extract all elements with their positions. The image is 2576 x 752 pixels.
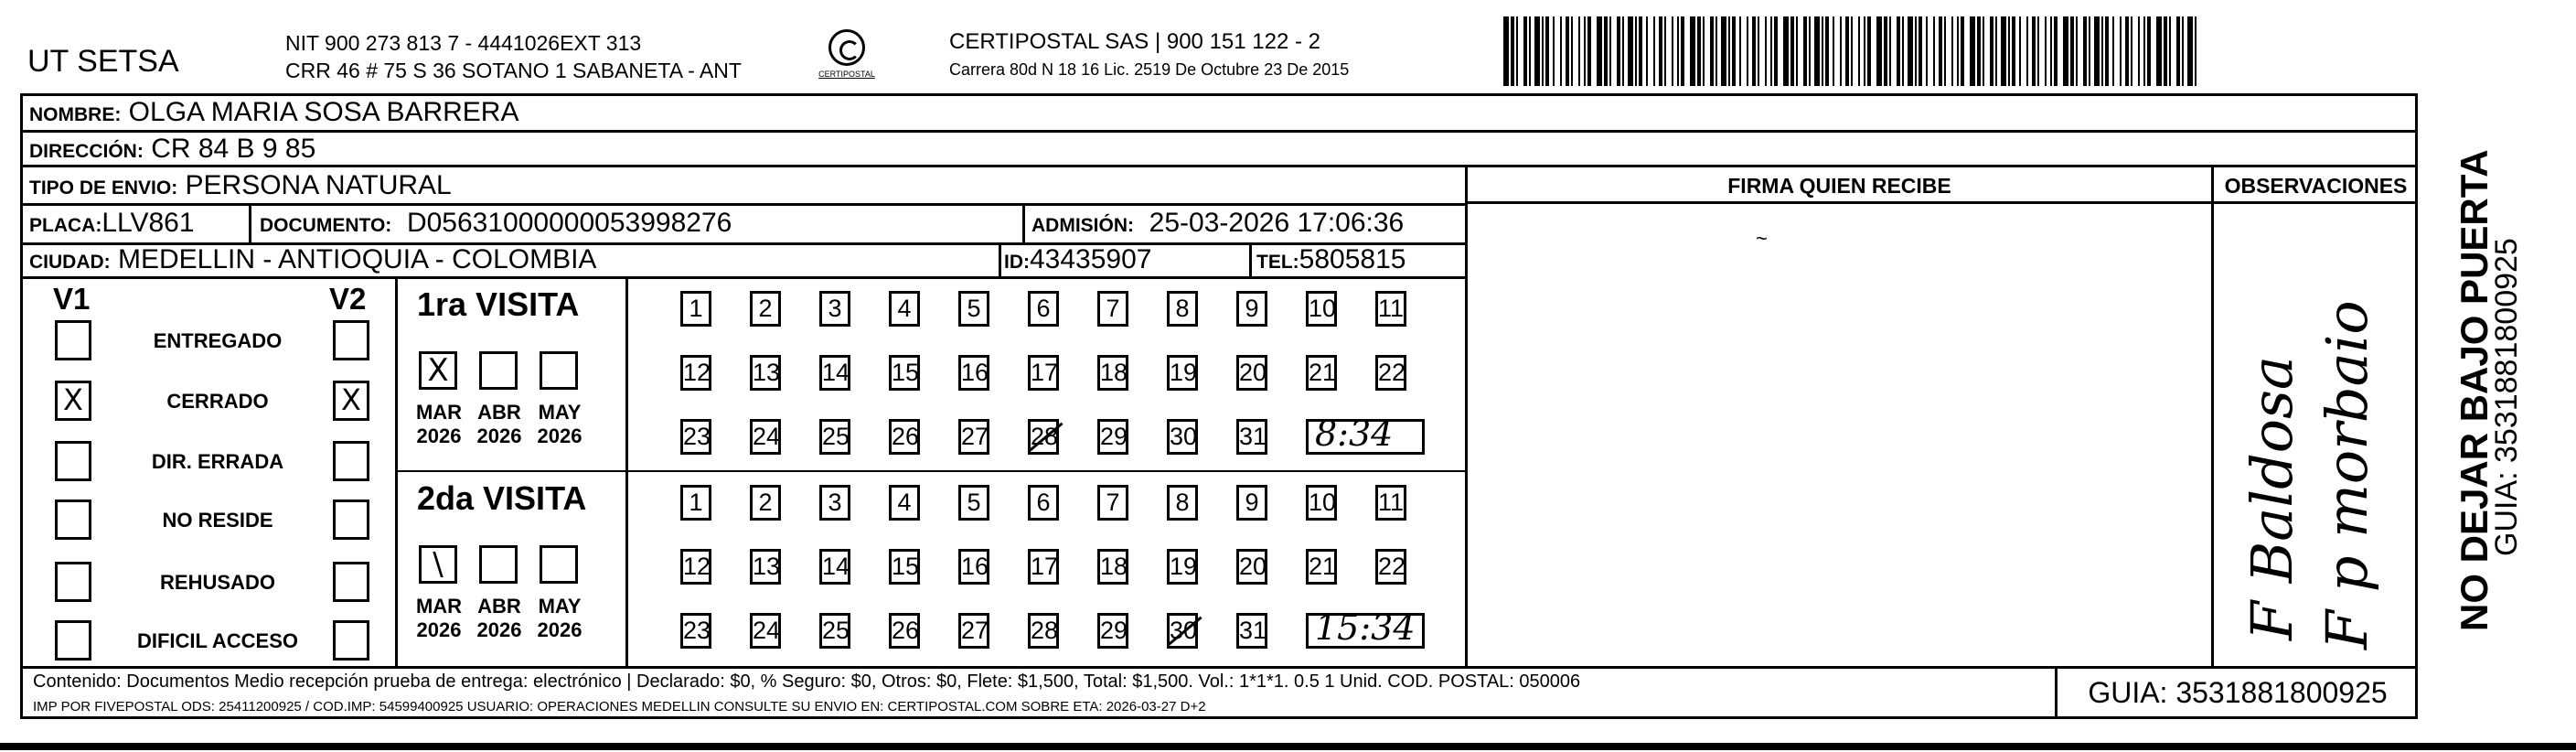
barcode-bar	[1646, 16, 1648, 86]
day-box[interactable]: 19	[1167, 355, 1198, 391]
barcode-bar	[2076, 16, 2078, 86]
barcode-bar	[1587, 16, 1591, 86]
side-guia: GUIA: 3531881800925	[2489, 238, 2524, 556]
id-label: ID:	[1004, 252, 1030, 273]
ciudad-value: MEDELLIN - ANTIOQUIA - COLOMBIA	[118, 244, 597, 274]
barcode-bar	[1542, 16, 1544, 86]
day-box[interactable]: 27	[958, 613, 989, 649]
barcode-bar	[1876, 16, 1882, 86]
day-box[interactable]: 23	[680, 613, 711, 649]
day-box[interactable]: 4	[889, 485, 920, 521]
barcode-bar	[2169, 16, 2171, 86]
firma-header: FIRMA QUIEN RECIBE	[1727, 174, 1951, 198]
day-box[interactable]: 1	[680, 485, 711, 521]
barcode-bar	[1858, 16, 1860, 86]
day-box[interactable]: 19	[1167, 549, 1198, 585]
day-box[interactable]: 16	[958, 355, 989, 391]
barcode-bar	[1825, 16, 1829, 86]
day-box[interactable]: 25	[819, 419, 850, 455]
day-box[interactable]: 5	[958, 485, 989, 521]
v2-checkbox[interactable]	[333, 562, 369, 602]
barcode-bar	[1933, 16, 1935, 86]
company-name: UT SETSA	[27, 44, 179, 79]
barcode-bar	[2070, 16, 2074, 86]
day-box[interactable]: 2	[750, 485, 781, 521]
v2-checkbox[interactable]	[333, 441, 369, 481]
v2-checkbox[interactable]	[333, 500, 369, 540]
barcode-bar	[1957, 16, 1959, 86]
barcode-bar	[1845, 16, 1849, 86]
day-box[interactable]: 22	[1375, 355, 1406, 391]
documento-label: DOCUMENTO:	[260, 215, 392, 236]
day-box[interactable]: 20	[1236, 549, 1267, 585]
v2-checkbox[interactable]: X	[333, 381, 369, 421]
v2-checkbox[interactable]	[333, 620, 369, 661]
v2-header: V2	[329, 282, 367, 316]
barcode-bar	[2037, 16, 2039, 86]
barcode-bar	[1710, 16, 1714, 86]
barcode-bar	[1783, 16, 1789, 86]
barcode-bar	[1560, 16, 1562, 86]
barcode-bar	[1639, 16, 1642, 86]
barcode-bar	[2131, 16, 2132, 86]
barcode-bar	[2195, 16, 2197, 86]
day-box[interactable]: 15	[889, 355, 920, 391]
barcode-bar	[1545, 16, 1549, 86]
barcode-bar	[1523, 16, 1527, 86]
barcode-bar	[1902, 16, 1904, 86]
day-box[interactable]: 3	[819, 291, 850, 327]
status-label: CERRADO	[166, 390, 269, 413]
barcode-bar	[2143, 16, 2145, 86]
v1-header: V1	[53, 282, 91, 316]
barcode-bar	[1990, 16, 1993, 86]
barcode-bar	[1703, 16, 1705, 86]
bottom-rule	[0, 743, 2576, 750]
month-checkbox[interactable]	[540, 545, 578, 584]
barcode-bar	[1604, 16, 1608, 86]
barcode-bar	[2045, 16, 2047, 86]
barcode-bar	[2001, 16, 2006, 86]
barcode-bar	[1681, 16, 1684, 86]
direccion-value: CR 84 B 9 85	[151, 134, 316, 164]
section-divider	[625, 276, 628, 666]
company-address: CRR 46 # 75 S 36 SOTANO 1 SABANETA - ANT	[285, 59, 742, 82]
barcode-bar	[1664, 16, 1666, 86]
barcode-bar	[1765, 16, 1767, 86]
admision-value: 25-03-2026 17:06:36	[1149, 208, 1405, 238]
barcode-bar	[1897, 16, 1900, 86]
barcode-bar	[1739, 16, 1741, 86]
barcode-bar	[2164, 16, 2167, 86]
day-box[interactable]: 7	[1097, 485, 1128, 521]
v1-checkbox[interactable]	[55, 500, 91, 540]
barcode-bar	[1659, 16, 1662, 86]
visit-time: 8:34	[1315, 414, 1394, 454]
barcode-bar	[1752, 16, 1756, 86]
day-box[interactable]: 8	[1167, 485, 1198, 521]
visit-title: 2da VISITA	[417, 479, 587, 517]
column-header-divider	[1465, 201, 2418, 204]
documento-field	[260, 208, 732, 239]
month-checkbox[interactable]	[479, 351, 518, 390]
barcode-bar	[2187, 16, 2193, 86]
guia-number: GUIA: 3531881800925	[2055, 666, 2418, 719]
barcode-bar	[1926, 16, 1928, 86]
v1-checkbox[interactable]	[55, 562, 91, 602]
barcode-bar	[1867, 16, 1871, 86]
barcode-bar	[1833, 16, 1834, 86]
tipo-envio-field	[29, 170, 452, 201]
cell-divider	[249, 203, 251, 242]
company-nit: NIT 900 273 813 7 - 4441026EXT 313	[285, 31, 642, 55]
day-box[interactable]: 20	[1236, 355, 1267, 391]
day-box[interactable]: 22	[1375, 549, 1406, 585]
barcode-bar	[1809, 16, 1811, 86]
barcode-bar	[1774, 16, 1778, 86]
barcode-bar	[2156, 16, 2162, 86]
status-label: REHUSADO	[160, 571, 275, 594]
barcode-bar	[1944, 16, 1946, 86]
day-box[interactable]: 30	[1167, 419, 1198, 455]
barcode	[1503, 16, 2200, 86]
day-cross-mark	[1029, 423, 1063, 452]
day-box[interactable]: 29	[1097, 613, 1128, 649]
column-divider	[2211, 165, 2214, 666]
id-value: 43435907	[1030, 244, 1152, 274]
barcode-bar	[1529, 16, 1531, 86]
month-year: 2026	[476, 424, 522, 447]
barcode-bar	[1919, 16, 1922, 86]
day-box[interactable]: 6	[1028, 291, 1059, 327]
barcode-bar	[2176, 16, 2180, 86]
barcode-bar	[2026, 16, 2028, 86]
visit-divider	[395, 470, 1465, 472]
day-box[interactable]: 12	[680, 355, 711, 391]
barcode-bar	[1983, 16, 1984, 86]
barcode-bar	[1721, 16, 1726, 86]
day-box[interactable]: 13	[750, 549, 781, 585]
month-year: 2026	[537, 424, 583, 447]
observation-line-1: F Baldosa	[2239, 356, 2305, 640]
visit-time: 15:34	[1315, 607, 1416, 648]
barcode-bar	[1803, 16, 1807, 86]
barcode-bar	[1851, 16, 1853, 86]
day-box[interactable]: 7	[1097, 291, 1128, 327]
day-box[interactable]: 14	[819, 549, 850, 585]
no-dejar-notice: NO DEJAR BAJO PUERTA	[2453, 149, 2496, 631]
barcode-bar	[1584, 16, 1586, 86]
day-box[interactable]: 31	[1236, 613, 1267, 649]
firma-mark: ~	[1756, 227, 1768, 250]
barcode-bar	[1822, 16, 1823, 86]
barcode-bar	[1864, 16, 1865, 86]
barcode-bar	[1884, 16, 1887, 86]
placa-field	[29, 208, 195, 239]
day-box[interactable]: 9	[1236, 291, 1267, 327]
v2-checkbox[interactable]	[333, 320, 369, 360]
day-box[interactable]: 24	[750, 419, 781, 455]
barcode-bar	[2054, 16, 2058, 86]
ciudad-field	[29, 244, 596, 275]
barcode-bar	[1908, 16, 1913, 86]
day-box[interactable]: 10	[1306, 485, 1337, 521]
barcode-bar	[1728, 16, 1730, 86]
day-box[interactable]: 16	[958, 549, 989, 585]
day-box[interactable]: 26	[889, 613, 920, 649]
barcode-bar	[1628, 16, 1633, 86]
month-year: 2026	[416, 424, 462, 447]
visit-title: 1ra VISITA	[417, 285, 580, 323]
barcode-bar	[1534, 16, 1540, 86]
barcode-bar	[2063, 16, 2068, 86]
barcode-bar	[1571, 16, 1573, 86]
barcode-bar	[1677, 16, 1679, 86]
tipo-envio-label: TIPO DE ENVIO:	[29, 177, 178, 199]
day-box[interactable]: 3	[819, 485, 850, 521]
month-label: MAR	[415, 401, 463, 424]
month-checkbox[interactable]	[479, 545, 518, 584]
barcode-bar	[2138, 16, 2140, 86]
barcode-bar	[2094, 16, 2100, 86]
status-label: DIFICIL ACCESO	[136, 629, 298, 652]
barcode-bar	[2050, 16, 2052, 86]
barcode-bar	[1597, 16, 1602, 86]
day-box[interactable]: 8	[1167, 291, 1198, 327]
tipo-envio-value: PERSONA NATURAL	[185, 170, 452, 200]
barcode-bar	[1635, 16, 1637, 86]
day-cross-mark	[1168, 617, 1202, 646]
barcode-bar	[1716, 16, 1717, 86]
day-box[interactable]: 6	[1028, 485, 1059, 521]
barcode-bar	[1915, 16, 1917, 86]
month-label: MAR	[415, 595, 463, 618]
barcode-bar	[1796, 16, 1798, 86]
tel-field	[1256, 244, 1406, 275]
status-label: DIR. ERRADA	[151, 450, 284, 473]
day-box[interactable]: 1	[680, 291, 711, 327]
barcode-bar	[1503, 16, 1509, 86]
barcode-bar	[2112, 16, 2114, 86]
barcode-bar	[1995, 16, 1997, 86]
v1-checkbox[interactable]	[55, 320, 91, 360]
barcode-bar	[1553, 16, 1555, 86]
barcode-bar	[1939, 16, 1942, 86]
day-box[interactable]: 30	[1167, 613, 1198, 649]
row-divider	[20, 130, 2418, 133]
barcode-bar	[1814, 16, 1820, 86]
barcode-bar	[1697, 16, 1701, 86]
admision-label: ADMISIÓN:	[1031, 215, 1134, 236]
barcode-bar	[1889, 16, 1891, 86]
day-box[interactable]: 11	[1375, 291, 1406, 327]
tel-value: 5805815	[1299, 244, 1406, 274]
direccion-label: DIRECCIÓN:	[29, 141, 144, 162]
day-box[interactable]: 21	[1306, 355, 1337, 391]
cell-divider	[999, 242, 1001, 276]
barcode-bar	[1747, 16, 1748, 86]
day-box[interactable]: 11	[1375, 485, 1406, 521]
status-label: ENTREGADO	[153, 329, 283, 352]
v1-checkbox[interactable]: X	[55, 381, 91, 421]
barcode-bar	[1977, 16, 1981, 86]
barcode-bar	[1951, 16, 1953, 86]
column-divider	[1465, 165, 1468, 666]
barcode-bar	[1622, 16, 1624, 86]
barcode-bar	[1840, 16, 1842, 86]
observaciones-header: OBSERVACIONES	[2224, 174, 2408, 198]
barcode-bar	[1672, 16, 1673, 86]
barcode-bar	[1970, 16, 1975, 86]
barcode-bar	[1770, 16, 1772, 86]
barcode-bar	[1790, 16, 1794, 86]
month-checkbox[interactable]: \	[419, 545, 457, 584]
tel-label: TEL:	[1256, 252, 1299, 273]
day-box[interactable]: 12	[680, 549, 711, 585]
barcode-bar	[2089, 16, 2090, 86]
barcode-bar	[2182, 16, 2184, 86]
company-info	[285, 29, 742, 84]
barcode-bar	[1758, 16, 1759, 86]
day-box[interactable]: 17	[1028, 355, 1059, 391]
month-checkbox[interactable]: X	[419, 351, 457, 390]
nombre-label: NOMBRE:	[29, 104, 122, 125]
barcode-bar	[2012, 16, 2015, 86]
footer-imp: IMP POR FIVEPOSTAL ODS: 25411200925 / COD.IMP: 54599400925 USUARIO: OPERACIONES MEDELLIN CONSULTE SU ENVIO EN: CERTIPOSTAL.COM SOBRE ETA: 2026-03-27 D+2	[33, 699, 1206, 714]
barcode-bar	[1566, 16, 1569, 86]
barcode-bar	[1516, 16, 1518, 86]
month-year: 2026	[416, 618, 462, 641]
month-label: ABR	[477, 401, 521, 424]
day-box[interactable]: 13	[750, 355, 781, 391]
barcode-bar	[1617, 16, 1620, 86]
day-box[interactable]: 28	[1028, 613, 1059, 649]
barcode-bar	[1511, 16, 1514, 86]
placa-label: PLACA:	[29, 215, 102, 236]
day-box[interactable]: 9	[1236, 485, 1267, 521]
day-box[interactable]: 25	[819, 613, 850, 649]
day-box[interactable]: 2	[750, 291, 781, 327]
day-box[interactable]: 4	[889, 291, 920, 327]
day-box[interactable]: 18	[1097, 355, 1128, 391]
month-year: 2026	[476, 618, 522, 641]
barcode-bar	[2101, 16, 2103, 86]
month-year: 2026	[537, 618, 583, 641]
nombre-field	[29, 97, 518, 128]
footer-contenido: Contenido: Documentos Medio recepción prueba de entrega: electrónico | Declarado: $0, % Seguro: $0, Otros: $0, Flete: $1,500, Total: $1,500. Vol.: 1*1*1. 0.5 1 Unid. COD. POSTAL: 050006	[33, 671, 1581, 692]
placa-value: LLV861	[102, 208, 195, 238]
day-box[interactable]: 31	[1236, 419, 1267, 455]
barcode-bar	[2019, 16, 2021, 86]
id-field	[1004, 244, 1151, 275]
direccion-field	[29, 134, 315, 165]
barcode-bar	[1961, 16, 1964, 86]
observation-line-2: F p morbaio	[2314, 300, 2380, 650]
month-label: MAY	[538, 401, 582, 424]
certipostal-logo-icon	[828, 29, 865, 66]
nombre-value: OLGA MARIA SOSA BARRERA	[128, 97, 519, 127]
day-box[interactable]: 5	[958, 291, 989, 327]
barcode-bar	[1653, 16, 1655, 86]
barcode-bar	[1732, 16, 1736, 86]
barcode-bar	[2125, 16, 2129, 86]
day-box[interactable]: 10	[1306, 291, 1337, 327]
certipostal-nit: CERTIPOSTAL SAS | 900 151 122 - 2	[949, 29, 1320, 54]
v1-checkbox[interactable]	[55, 441, 91, 481]
status-label: NO RESIDE	[162, 509, 273, 532]
barcode-bar	[2120, 16, 2122, 86]
day-box[interactable]: 29	[1097, 419, 1128, 455]
barcode-bar	[2105, 16, 2109, 86]
month-checkbox[interactable]	[540, 351, 578, 390]
barcode-bar	[1690, 16, 1695, 86]
day-box[interactable]: 17	[1028, 549, 1059, 585]
day-box[interactable]: 15	[889, 549, 920, 585]
day-box[interactable]: 24	[750, 613, 781, 649]
barcode-bar	[1609, 16, 1611, 86]
row-divider	[20, 165, 2418, 167]
ciudad-label: CIUDAD:	[29, 252, 111, 273]
barcode-bar	[2032, 16, 2036, 86]
day-box[interactable]: 18	[1097, 549, 1128, 585]
day-box[interactable]: 27	[958, 419, 989, 455]
cell-divider	[1249, 242, 1252, 276]
certipostal-logo	[810, 29, 883, 81]
barcode-bar	[2147, 16, 2151, 86]
row-divider	[20, 203, 1465, 206]
row-divider	[20, 276, 1465, 279]
admision-field	[1031, 208, 1404, 239]
barcode-bar	[2083, 16, 2087, 86]
certipostal-license: Carrera 80d N 18 16 Lic. 2519 De Octubre 23 De 2015	[949, 60, 1350, 79]
day-box[interactable]: 28	[1028, 419, 1059, 455]
month-label: MAY	[538, 595, 582, 618]
day-box[interactable]: 21	[1306, 549, 1337, 585]
month-label: ABR	[477, 595, 521, 618]
day-box[interactable]: 14	[819, 355, 850, 391]
barcode-bar	[2008, 16, 2010, 86]
barcode-bar	[1578, 16, 1580, 86]
day-box[interactable]: 23	[680, 419, 711, 455]
cell-divider	[1022, 203, 1025, 242]
logo-wordmark: CERTIPOSTAL	[818, 70, 875, 79]
v1-checkbox[interactable]	[55, 620, 91, 661]
day-box[interactable]: 26	[889, 419, 920, 455]
documento-value: D05631000000053998276	[406, 208, 732, 238]
